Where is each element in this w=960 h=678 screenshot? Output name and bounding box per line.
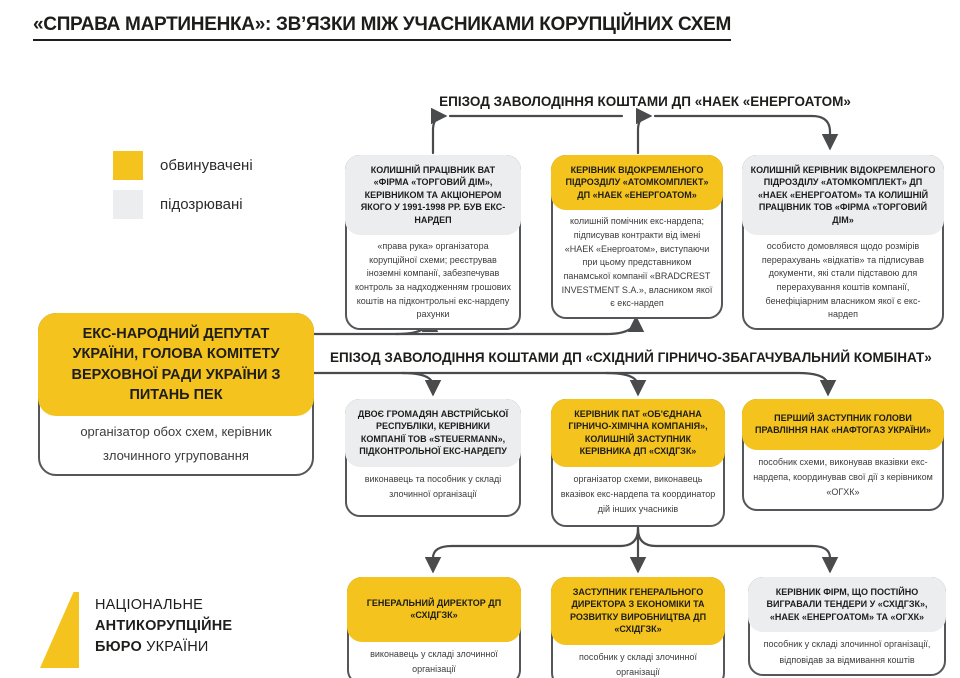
page-title: «СПРАВА МАРТИНЕНКА»: ЗВ’ЯЗКИ МІЖ УЧАСНИКАМИ КОРУПЦІЙНИХ СХЕМ [33, 14, 731, 41]
node-role: пособник у складі злочинної організації, відповідав за відмивання коштів [763, 639, 931, 665]
nabu-logo-line2: АНТИКОРУПЦІЙНЕ [95, 618, 233, 635]
organizer-node [38, 313, 314, 476]
node-role: пособник схеми, виконував вказівки екс-нардепа, координував свої дії з керівником «ОГХК» [753, 456, 933, 498]
node-tender-firms-head [748, 577, 946, 676]
organizer-role: організатор обох схем, керівник злочинного угруповання [80, 424, 272, 464]
node-skhidgzk-deputy-director [551, 577, 725, 678]
node-atomkomplekt-ex-head [742, 155, 944, 330]
node-title: ГЕНЕРАЛЬНИЙ ДИРЕКТОР ДП «СХІДГЗК» [347, 577, 521, 642]
legend-label-accused: обвинувачені [160, 157, 253, 174]
node-title: ДВОЄ ГРОМАДЯН АВСТРІЙСЬКОЇ РЕСПУБЛІКИ, КЕРІВНИКИ КОМПАНІЇ ТОВ «STEUERMANN», ПІДКОНТРОЛЬНОЇ ЕКС-НАРДЕПУ [345, 399, 521, 467]
node-role: пособник у складі злочинної організації [579, 651, 697, 677]
nabu-logo-line1: НАЦІОНАЛЬНЕ [95, 597, 204, 613]
node-role: організатор схеми, виконавець вказівок екс-нардепа та координатор дій інших учасників [560, 473, 716, 515]
episode-1-title: ЕПІЗОД ЗАВОЛОДІННЯ КОШТАМИ ДП «НАЕК «ЕНЕРГОАТОМ» [439, 94, 851, 109]
node-title: КЕРІВНИК ФІРМ, ЩО ПОСТІЙНО ВИГРАВАЛИ ТЕНДЕРИ У «СХІДГЗК», «НАЕК «ЕНЕРГОАТОМ» ТА «ОГХК» [748, 577, 946, 632]
node-atomkomplekt-head [551, 155, 723, 319]
node-naftogaz-deputy-head [742, 399, 944, 511]
node-role: виконавець та пособник у складі злочинної організації [364, 473, 502, 499]
legend-label-suspected: підозрювані [160, 196, 243, 213]
episode-2-title: ЕПІЗОД ЗАВОЛОДІННЯ КОШТАМИ ДП «СХІДНИЙ ГІРНИЧО-ЗБАГАЧУВАЛЬНИЙ КОМБІНАТ» [330, 350, 932, 365]
node-role: «права рука» організатора корупційної схеми; реєстрував іноземні компанії, забезпечував контроль за надходженням грошових коштів на підконтрольні екс-нардепу рахунки [354, 241, 512, 320]
nabu-logo-line3: БЮРО УКРАЇНИ [95, 639, 209, 656]
node-title: ЗАСТУПНИК ГЕНЕРАЛЬНОГО ДИРЕКТОРА З ЕКОНОМІКИ ТА РОЗВИТКУ ВИРОБНИЦТВА ДП «СХІДГЗК» [551, 577, 725, 645]
node-title: ПЕРШИЙ ЗАСТУПНИК ГОЛОВИ ПРАВЛІННЯ НАК «НАФТОГАЗ УКРАЇНИ» [742, 399, 944, 450]
node-ogkhk-head [551, 399, 725, 527]
node-austrian-citizens [345, 399, 521, 517]
node-role: колишній помічник екс-нардепа; підписував контракти від імені «НАЕК «Енергоатом», виступаючи при цьому представником панамської компанії «BRADCREST INVESTMENT S.A.», власником якої є екс-нардеп [561, 216, 713, 309]
node-role: виконавець у складі злочинної організації [370, 648, 498, 675]
node-role: особисто домовлявся щодо розмірів перерахувань «відкатів» та підписував документи, які стали підставою для перерахування коштів компанії, бенефіціарним власником якої є екс-нардеп [761, 241, 925, 320]
node-title: КЕРІВНИК ПАТ «ОБ'ЄДНАНА ГІРНИЧО-ХІМІЧНА КОМПАНІЯ», КОЛИШНІЙ ЗАСТУПНИК КЕРІВНИКА ДП «СХІДГЗК» [551, 399, 725, 467]
node-title: КОЛИШНІЙ КЕРІВНИК ВІДОКРЕМЛЕНОГО ПІДРОЗДІЛУ «АТОМКОМПЛЕКТ» ДП «НАЕК «ЕНЕРГОАТОМ» ТА КОЛИШНІЙ ПРАЦІВНИК ТОВ «ФІРМА «ТОРГОВИЙ ДІМ» [742, 155, 944, 235]
organizer-title: ЕКС-НАРОДНИЙ ДЕПУТАТ УКРАЇНИ, ГОЛОВА КОМІТЕТУ ВЕРХОВНОЇ РАДИ УКРАЇНИ З ПИТАНЬ ПЕК [38, 313, 314, 416]
node-torgovyi-dim-employee [345, 155, 521, 330]
node-skhidgzk-director [347, 577, 521, 678]
node-title: КЕРІВНИК ВІДОКРЕМЛЕНОГО ПІДРОЗДІЛУ «АТОМКОМПЛЕКТ» ДП «НАЕК «ЕНЕРГОАТОМ» [551, 155, 723, 210]
node-title: КОЛИШНІЙ ПРАЦІВНИК ВАТ «ФІРМА «ТОРГОВИЙ ДІМ», КЕРІВНИКОМ ТА АКЦІОНЕРОМ ЯКОГО У 1991-1998 РР. БУВ ЕКС-НАРДЕП [345, 155, 521, 235]
